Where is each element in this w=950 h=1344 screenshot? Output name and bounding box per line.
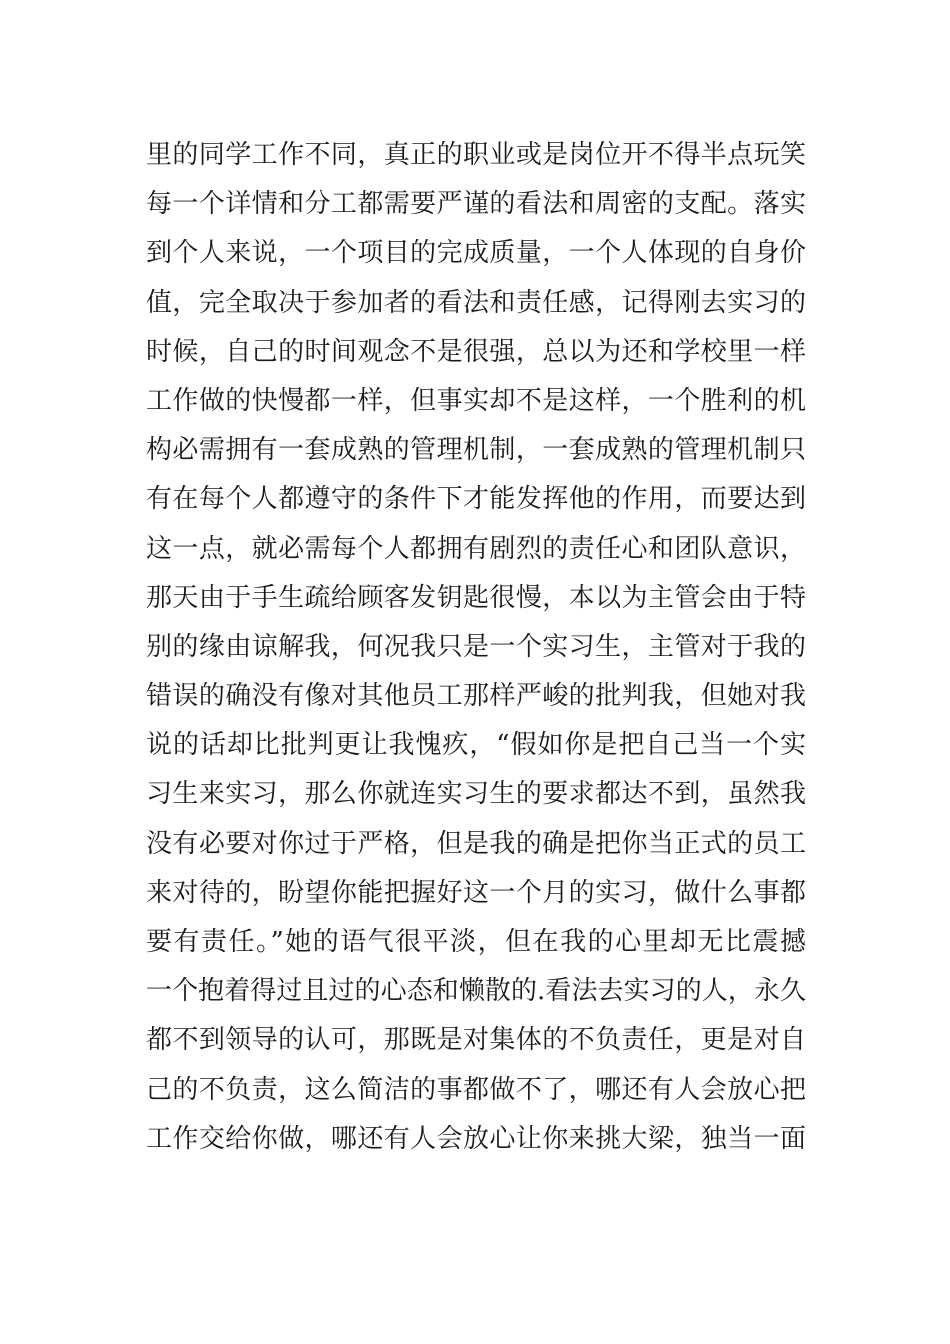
body-text	[146, 131, 806, 1164]
text-line: 错误的确没有像对其他员工那样严峻的批判我，但她对我	[146, 681, 806, 712]
text-line: 己的不负责，这么简洁的事都做不了，哪还有人会放心把	[146, 1074, 806, 1105]
text-line: 一个抱着得过且过的心态和懒散的.看法去实习的人，永久	[146, 976, 806, 1007]
text-line: 每一个详情和分工都需要严谨的看法和周密的支配。落实	[146, 189, 806, 220]
text-line: 来对待的，盼望你能把握好这一个月的实习，做什么事都	[146, 877, 806, 908]
text-line: 时候，自己的时间观念不是很强，总以为还和学校里一样	[146, 336, 806, 367]
text-line: 里的同学工作不同，真正的职业或是岗位开不得半点玩笑	[146, 140, 806, 170]
text-line: 值，完全取决于参加者的看法和责任感，记得刚去实习的	[146, 287, 806, 318]
text-line: 说的话却比批判更让我愧疚，“假如你是把自己当一个实	[146, 730, 806, 761]
text-line: 要有责任。”她的语气很平淡，但在我的心里却无比震撼	[146, 927, 806, 957]
text-line: 工作做的快慢都一样，但事实却不是这样，一个胜利的机	[146, 385, 806, 416]
text-line: 构必需拥有一套成熟的管理机制，一套成熟的管理机制只	[146, 435, 806, 466]
text-line: 没有必要对你过于严格，但是我的确是把你当正式的员工	[146, 828, 806, 859]
text-line: 这一点，就必需每个人都拥有剧烈的责任心和团队意识，	[146, 533, 806, 564]
text-line: 工作交给你做，哪还有人会放心让你来挑大梁，独当一面	[146, 1123, 806, 1154]
text-line: 都不到领导的认可，那既是对集体的不负责任，更是对自	[146, 1025, 806, 1056]
text-line: 那天由于手生疏给顾客发钥匙很慢，本以为主管会由于特	[146, 582, 806, 613]
text-line: 到个人来说，一个项目的完成质量，一个人体现的自身价	[146, 238, 806, 269]
text-line: 别的缘由谅解我，何况我只是一个实习生，主管对于我的	[146, 631, 806, 662]
text-line: 习生来实习，那么你就连实习生的要求都达不到，虽然我	[146, 779, 806, 810]
text-line: 有在每个人都遵守的条件下才能发挥他的作用，而要达到	[146, 484, 806, 515]
